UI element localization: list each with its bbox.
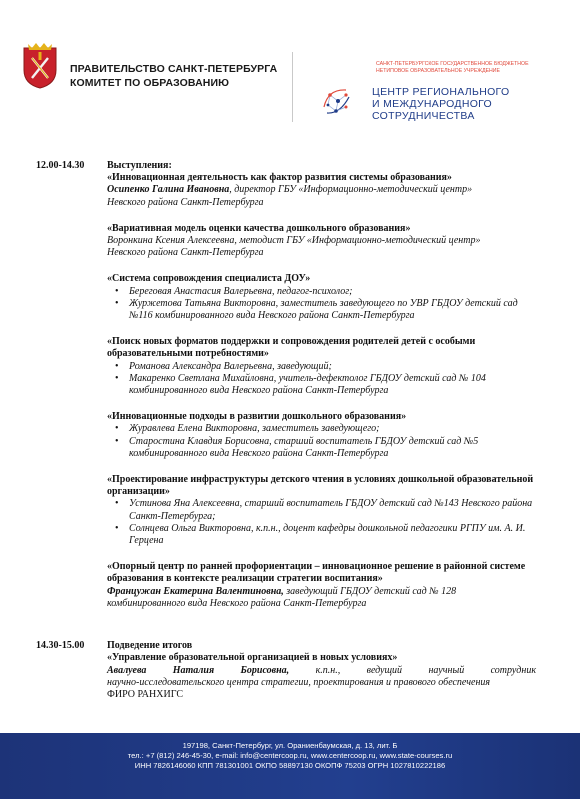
speaker-role: к.п.н., ведущий научный сотрудник [289,664,536,676]
speaker-organization: ФИРО РАНХИГС [107,688,184,700]
list-item: • Старостина Клавдия Борисовна, старший воспитатель ГБДОУ детский сад №5 комбинированного вида Невского района Санкт-Петербурга [129,436,536,460]
talk-item [107,223,536,260]
list-item: • Журавлева Елена Викторовна, заместитель заведующего; [129,423,536,435]
session-time: 14.30-15.00 [36,640,85,652]
talk-speaker [107,586,536,598]
talk-title: «Проектирование инфраструктуры детского чтения в условиях дошкольной образовательной организации» [107,474,534,498]
talk-speaker [107,184,536,196]
list-item: • Макаренко Светлана Михайловна, учитель-дефектолог ГБДОУ детский сад № 104 комбинированного вида Невского района Санкт-Петербурга [129,373,536,397]
speaker-name: Авалуева Наталия Борисовна, [107,664,290,676]
speaker-list [107,423,536,460]
speaker-name: Францужан Екатерина Валентиновна, [107,585,284,597]
talk-item [107,273,536,322]
talk-title: «Инновационная деятельность как фактор развития системы образования» [107,172,452,184]
letterhead [0,0,580,140]
list-item: • Береговая Анастасия Валерьевна, педагог-психолог; [129,286,536,298]
center-line-2: И МЕЖДУНАРОДНОГО [372,98,493,110]
speaker-list [107,361,536,398]
talk-speaker [107,665,536,677]
talk-title: «Управление образовательной организацией в новых условиях» [107,652,398,664]
talk-item [107,336,536,397]
list-item: • Солнцева Ольга Викторовна, к.п.н., доцент кафедры дошкольной педагогики РГПУ им. А. И. Герцена [129,523,536,547]
footer-requisites: ИНН 7826146060 КПП 781301001 ОКПО 58897130 ОКОПФ 75203 ОГРН 1027810222186 [134,761,446,770]
center-line-3: СОТРУДНИЧЕСТВА [372,110,475,122]
speaker-role: , директор ГБУ «Информационно-методический центр» [229,184,473,196]
speaker-list [107,498,536,547]
list-item: • Журжетова Татьяна Викторовна, заместитель заведующего по УВР ГБДОУ детский сад №116 комбинированного вида Невского района Санкт-Петербурга [129,298,536,322]
talk-item [107,474,536,547]
talk-title: «Инновационные подходы в развитии дошкольного образования» [107,411,407,423]
session-heading: Подведение итогов [107,640,193,652]
speaker-line: Воронкина Ксения Алексеевна, методист ГБУ «Информационно-методический центр» [107,235,481,247]
talk-item [107,561,536,610]
session-speeches [36,160,536,610]
program-content [36,160,536,701]
talk-item [107,411,536,460]
network-globe-icon [318,83,356,121]
footer-address: 197198, Санкт-Петербург, ул. Ораниенбаумская, д. 13, лит. Б [182,741,398,750]
gov-line-2: КОМИТЕТ ПО ОБРАЗОВАНИЮ [70,77,230,89]
session-heading: Выступления: [107,160,172,171]
org-line-1: САНКТ-ПЕТЕРБУРГСКОЕ ГОСУДАРСТВЕННОЕ БЮДЖЕТНОЕ [376,61,529,67]
government-name [70,62,277,90]
session-summary [36,640,536,701]
speaker-role: заведующий ГБДОУ детский сад № 128 [283,585,457,597]
speaker-place: комбинированного вида Невского района Санкт-Петербурга [107,597,367,609]
speaker-name: Осипенко Галина Ивановна [107,184,230,196]
speaker-place: Невского района Санкт-Петербурга [107,196,264,208]
coat-of-arms-icon [20,40,60,90]
talk-title: «Опорный центр по ранней профориентации – инновационное решение в районной системе образования в контексте реализации стратегии воспитания» [107,561,526,585]
speaker-place: Невского района Санкт-Петербурга [107,247,264,259]
footer-contacts: тел.: +7 (812) 246-45-30, e-mail: info@centercoop.ru, www.centercoop.ru, www.state-courses.ru [127,751,453,760]
talk-title: «Поиск новых форматов поддержки и сопровождения родителей детей с особыми образовательными потребностями» [107,336,476,360]
header-divider [292,52,293,122]
session-time: 12.00-14.30 [36,160,85,171]
talk-title: «Вариативная модель оценки качества дошкольного образования» [107,222,411,234]
list-item: • Романова Александра Валерьевна, заведующий; [129,361,536,373]
gov-line-1: ПРАВИТЕЛЬСТВО САНКТ-ПЕТЕРБУРГА [70,63,278,75]
speaker-affiliation: научно-исследовательского центра стратегии, проектирования и правового обеспечения [107,676,491,688]
footer [0,733,580,799]
center-name [372,86,509,122]
institution-type [376,61,576,74]
center-line-1: ЦЕНТР РЕГИОНАЛЬНОГО [372,86,510,98]
talk-title: «Система сопровождения специалиста ДОУ» [107,273,311,285]
list-item: • Устинова Яна Алексеевна, старший воспитатель ГБДОУ детский сад №143 Невского района Санкт-Петербурга; [129,498,536,522]
speaker-list [107,286,536,323]
talk-item [107,172,536,209]
org-line-2: НЕТИПОВОЕ ОБРАЗОВАТЕЛЬНОЕ УЧРЕЖДЕНИЕ [376,67,500,74]
